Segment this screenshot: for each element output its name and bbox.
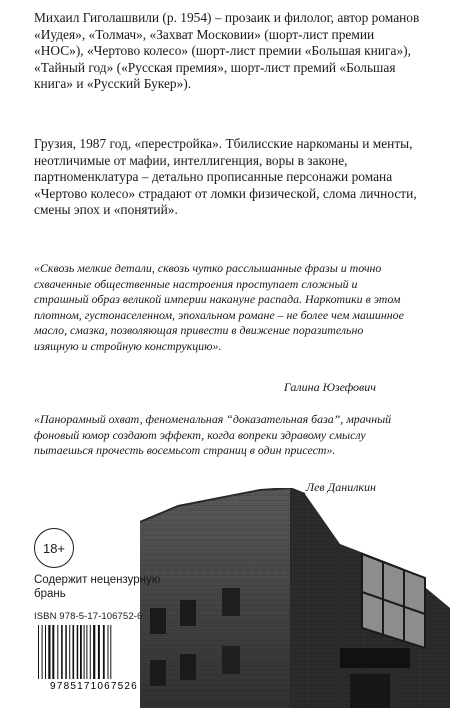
barcode-bar (61, 625, 63, 679)
barcode-bar (77, 625, 79, 679)
building-photo (140, 488, 450, 708)
barcode-bar (73, 625, 75, 679)
barcode-bar (80, 625, 82, 679)
barcode-bar (48, 625, 50, 679)
barcode-bar (90, 625, 91, 679)
barcode-bar (103, 625, 105, 679)
barcode-bar (45, 625, 46, 679)
barcode-bar (69, 625, 70, 679)
review-quote-2: «Панорамный охват, феноменальная “доказательная база”, мрачный фоновый юмор создают эффект, когда вопреки здравому смыслу пытаешься прочесть восемьсот страниц в один присест». (34, 412, 392, 458)
barcode-bar (52, 625, 54, 679)
barcode-bar (93, 625, 95, 679)
barcode-bar (86, 625, 87, 679)
age-rating-badge: 18+ (34, 528, 74, 568)
content-warning: Содержит нецензурную брань (34, 574, 161, 600)
barcode-bar (98, 625, 100, 679)
barcode-bar (65, 625, 67, 679)
barcode-bar (84, 625, 85, 679)
barcode-bar (108, 625, 109, 679)
book-summary: Грузия, 1987 год, «перестройка». Тбилисские наркоманы и менты, неотличимые от мафии, интеллигенция, воры в законе, партноменклатура – детально прописанные персонажи романа «Чертово колесо» страдают от ломки физической, слома личности, смены эпох и «понятий». (34, 136, 417, 218)
review-quote-1: «Сквозь мелкие детали, сквозь чутко расслышанные фразы и точно схваченные общественные настроения проступает сложный и страшный образ великой империи накануне распада. Наркотики в этом плотном, густонаселенном, эпохальном романе – не более чем машинное масло, смазка, позволяющая привести в движение поразительно изящную и стройную конструкцию». (34, 261, 404, 353)
barcode-bar (110, 625, 111, 679)
barcode-bar (38, 625, 39, 679)
review-author-2: Лев Данилкин (305, 480, 376, 494)
barcode (34, 625, 154, 691)
review-author-1: Галина Юзефович (283, 380, 376, 394)
barcode-number: 9785171067526 (50, 681, 138, 691)
isbn-text: ISBN 978-5-17-106752-6 (34, 611, 143, 622)
barcode-bar (57, 625, 58, 679)
barcode-bar (42, 625, 43, 679)
author-bio: Михаил Гиголашвили (р. 1954) – прозаик и филолог, автор романов «Иудея», «Толмач», «Захват Московии» (шорт-лист премии «НОС»), «Чертово колесо» (шорт-лист премии «Большая книга»), «Тайный год» («Русская премия», шорт-лист премий «Большая книга» и «Русский Букер»). (34, 10, 420, 92)
barcode-bars (38, 625, 111, 679)
